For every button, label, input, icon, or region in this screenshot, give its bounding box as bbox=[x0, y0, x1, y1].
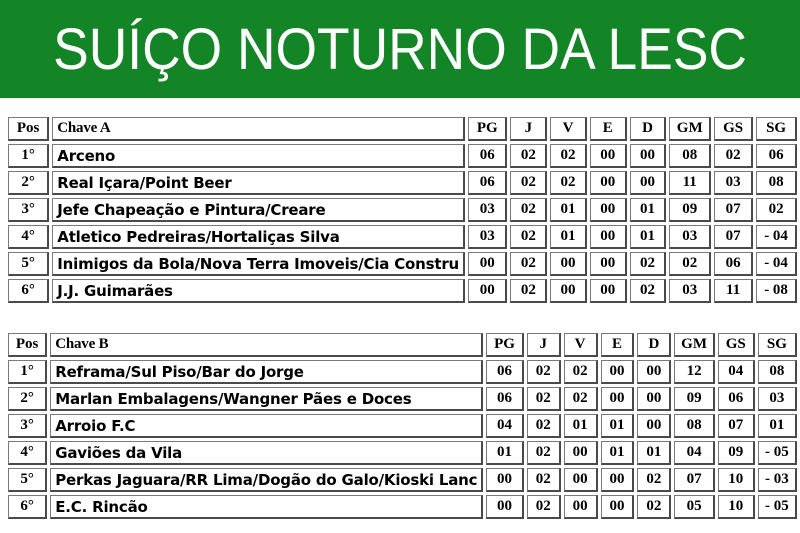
cell-v: 00 bbox=[550, 279, 587, 303]
cell-gm: 11 bbox=[669, 171, 711, 195]
column-header-e: E bbox=[601, 333, 635, 357]
cell-gm: 08 bbox=[669, 144, 711, 168]
column-header-gm: GM bbox=[674, 333, 714, 357]
cell-e: 01 bbox=[601, 414, 635, 438]
table-row bbox=[8, 198, 797, 222]
column-header-sg: SG bbox=[756, 117, 797, 141]
cell-sg: - 05 bbox=[758, 495, 797, 519]
cell-j: 02 bbox=[510, 252, 547, 276]
group-name: Chave B bbox=[50, 333, 483, 357]
cell-e: 00 bbox=[601, 495, 635, 519]
cell-gs: 02 bbox=[714, 144, 753, 168]
cell-j: 02 bbox=[527, 360, 561, 384]
table-header-row bbox=[8, 117, 797, 141]
cell-pos: 5° bbox=[8, 468, 47, 492]
cell-gm: 03 bbox=[669, 279, 711, 303]
column-header-gs: GS bbox=[718, 333, 755, 357]
column-header-v: V bbox=[550, 117, 587, 141]
cell-sg: - 04 bbox=[756, 225, 797, 249]
cell-pos: 4° bbox=[8, 441, 47, 465]
cell-j: 02 bbox=[527, 414, 561, 438]
cell-gs: 07 bbox=[714, 198, 753, 222]
cell-d: 01 bbox=[630, 225, 667, 249]
cell-team: Arceno bbox=[52, 144, 465, 168]
cell-pg: 06 bbox=[486, 360, 523, 384]
cell-e: 01 bbox=[601, 441, 635, 465]
cell-e: 00 bbox=[590, 198, 627, 222]
cell-j: 02 bbox=[510, 198, 547, 222]
cell-pg: 00 bbox=[486, 468, 523, 492]
cell-j: 02 bbox=[510, 171, 547, 195]
column-header-d: D bbox=[630, 117, 667, 141]
cell-sg: 08 bbox=[756, 171, 797, 195]
cell-pos: 2° bbox=[8, 171, 49, 195]
cell-v: 00 bbox=[550, 252, 587, 276]
column-header-d: D bbox=[637, 333, 671, 357]
column-header-j: J bbox=[527, 333, 561, 357]
cell-pos: 2° bbox=[8, 387, 47, 411]
column-header-sg: SG bbox=[758, 333, 797, 357]
cell-v: 01 bbox=[550, 198, 587, 222]
cell-team: Jefe Chapeação e Pintura/Creare bbox=[52, 198, 465, 222]
table-header-row bbox=[8, 333, 797, 357]
cell-gm: 05 bbox=[674, 495, 714, 519]
cell-pos: 1° bbox=[8, 360, 47, 384]
cell-pg: 03 bbox=[468, 198, 507, 222]
cell-team: Inimigos da Bola/Nova Terra Imoveis/Cia Constru bbox=[52, 252, 465, 276]
cell-v: 01 bbox=[564, 414, 598, 438]
cell-sg: - 03 bbox=[758, 468, 797, 492]
cell-team: Marlan Embalagens/Wangner Pães e Doces bbox=[50, 387, 483, 411]
cell-gm: 09 bbox=[669, 198, 711, 222]
cell-j: 02 bbox=[527, 441, 561, 465]
cell-gs: 11 bbox=[714, 279, 753, 303]
cell-sg: 08 bbox=[758, 360, 797, 384]
cell-team: Real Içara/Point Beer bbox=[52, 171, 465, 195]
table-row bbox=[8, 414, 797, 438]
group-name: Chave A bbox=[52, 117, 465, 141]
cell-pos: 3° bbox=[8, 414, 47, 438]
cell-e: 00 bbox=[590, 144, 627, 168]
cell-sg: - 05 bbox=[758, 441, 797, 465]
cell-sg: 06 bbox=[756, 144, 797, 168]
table-row bbox=[8, 279, 797, 303]
cell-d: 01 bbox=[637, 441, 671, 465]
cell-e: 00 bbox=[590, 171, 627, 195]
column-header-e: E bbox=[590, 117, 627, 141]
column-header-gs: GS bbox=[714, 117, 753, 141]
cell-gs: 07 bbox=[714, 225, 753, 249]
cell-e: 00 bbox=[590, 279, 627, 303]
cell-team: E.C. Rincão bbox=[50, 495, 483, 519]
cell-j: 02 bbox=[527, 387, 561, 411]
column-header-gm: GM bbox=[669, 117, 711, 141]
cell-pos: 6° bbox=[8, 495, 47, 519]
standings-table-chave-b bbox=[5, 330, 800, 522]
cell-gm: 09 bbox=[674, 387, 714, 411]
cell-d: 02 bbox=[630, 252, 667, 276]
cell-gs: 09 bbox=[718, 441, 755, 465]
cell-gs: 10 bbox=[718, 495, 755, 519]
cell-d: 02 bbox=[637, 468, 671, 492]
cell-v: 00 bbox=[564, 441, 598, 465]
page-title: SUÍÇO NOTURNO DA LESC bbox=[53, 16, 747, 82]
table-row bbox=[8, 171, 797, 195]
cell-gm: 03 bbox=[669, 225, 711, 249]
cell-d: 00 bbox=[637, 360, 671, 384]
column-header-pos: Pos bbox=[8, 117, 49, 141]
cell-v: 00 bbox=[564, 495, 598, 519]
cell-pg: 06 bbox=[468, 144, 507, 168]
title-banner bbox=[0, 0, 800, 98]
cell-d: 02 bbox=[637, 495, 671, 519]
cell-pos: 3° bbox=[8, 198, 49, 222]
cell-v: 01 bbox=[550, 225, 587, 249]
cell-d: 00 bbox=[630, 144, 667, 168]
cell-gs: 10 bbox=[718, 468, 755, 492]
column-header-pg: PG bbox=[468, 117, 507, 141]
cell-pos: 4° bbox=[8, 225, 49, 249]
cell-d: 02 bbox=[630, 279, 667, 303]
cell-gm: 02 bbox=[669, 252, 711, 276]
cell-e: 00 bbox=[601, 360, 635, 384]
table-row bbox=[8, 360, 797, 384]
cell-team: Reframa/Sul Piso/Bar do Jorge bbox=[50, 360, 483, 384]
cell-j: 02 bbox=[527, 495, 561, 519]
cell-v: 00 bbox=[564, 468, 598, 492]
cell-gm: 12 bbox=[674, 360, 714, 384]
cell-gm: 08 bbox=[674, 414, 714, 438]
cell-v: 02 bbox=[550, 171, 587, 195]
cell-d: 00 bbox=[637, 414, 671, 438]
cell-v: 02 bbox=[564, 360, 598, 384]
cell-sg: 01 bbox=[758, 414, 797, 438]
table-row bbox=[8, 387, 797, 411]
cell-gm: 07 bbox=[674, 468, 714, 492]
cell-pg: 00 bbox=[468, 279, 507, 303]
cell-team: Gaviões da Vila bbox=[50, 441, 483, 465]
cell-pg: 00 bbox=[486, 495, 523, 519]
table-row bbox=[8, 144, 797, 168]
cell-team: Perkas Jaguara/RR Lima/Dogão do Galo/Kioski Lanc bbox=[50, 468, 483, 492]
cell-e: 00 bbox=[590, 252, 627, 276]
table-row bbox=[8, 252, 797, 276]
cell-sg: 02 bbox=[756, 198, 797, 222]
cell-e: 00 bbox=[601, 468, 635, 492]
cell-j: 02 bbox=[510, 279, 547, 303]
cell-pos: 6° bbox=[8, 279, 49, 303]
cell-sg: - 08 bbox=[756, 279, 797, 303]
cell-gs: 04 bbox=[718, 360, 755, 384]
cell-pos: 1° bbox=[8, 144, 49, 168]
cell-gs: 07 bbox=[718, 414, 755, 438]
cell-gs: 06 bbox=[714, 252, 753, 276]
cell-pg: 06 bbox=[468, 171, 507, 195]
cell-pg: 01 bbox=[486, 441, 523, 465]
cell-d: 00 bbox=[630, 171, 667, 195]
column-header-j: J bbox=[510, 117, 547, 141]
cell-gs: 06 bbox=[718, 387, 755, 411]
cell-j: 02 bbox=[527, 468, 561, 492]
cell-e: 00 bbox=[601, 387, 635, 411]
cell-j: 02 bbox=[510, 225, 547, 249]
table-row bbox=[8, 495, 797, 519]
cell-v: 02 bbox=[550, 144, 587, 168]
column-header-v: V bbox=[564, 333, 598, 357]
cell-team: Atletico Pedreiras/Hortaliças Silva bbox=[52, 225, 465, 249]
table-row bbox=[8, 468, 797, 492]
cell-pg: 03 bbox=[468, 225, 507, 249]
cell-sg: - 04 bbox=[756, 252, 797, 276]
cell-gs: 03 bbox=[714, 171, 753, 195]
cell-pos: 5° bbox=[8, 252, 49, 276]
column-header-pos: Pos bbox=[8, 333, 47, 357]
cell-team: J.J. Guimarães bbox=[52, 279, 465, 303]
cell-v: 02 bbox=[564, 387, 598, 411]
cell-sg: 03 bbox=[758, 387, 797, 411]
cell-team: Arroio F.C bbox=[50, 414, 483, 438]
table-row bbox=[8, 441, 797, 465]
cell-d: 00 bbox=[637, 387, 671, 411]
cell-pg: 06 bbox=[486, 387, 523, 411]
cell-pg: 04 bbox=[486, 414, 523, 438]
cell-pg: 00 bbox=[468, 252, 507, 276]
column-header-pg: PG bbox=[486, 333, 523, 357]
cell-gm: 04 bbox=[674, 441, 714, 465]
standings-table-chave-a bbox=[5, 114, 800, 306]
table-row bbox=[8, 225, 797, 249]
cell-j: 02 bbox=[510, 144, 547, 168]
cell-e: 00 bbox=[590, 225, 627, 249]
cell-d: 01 bbox=[630, 198, 667, 222]
